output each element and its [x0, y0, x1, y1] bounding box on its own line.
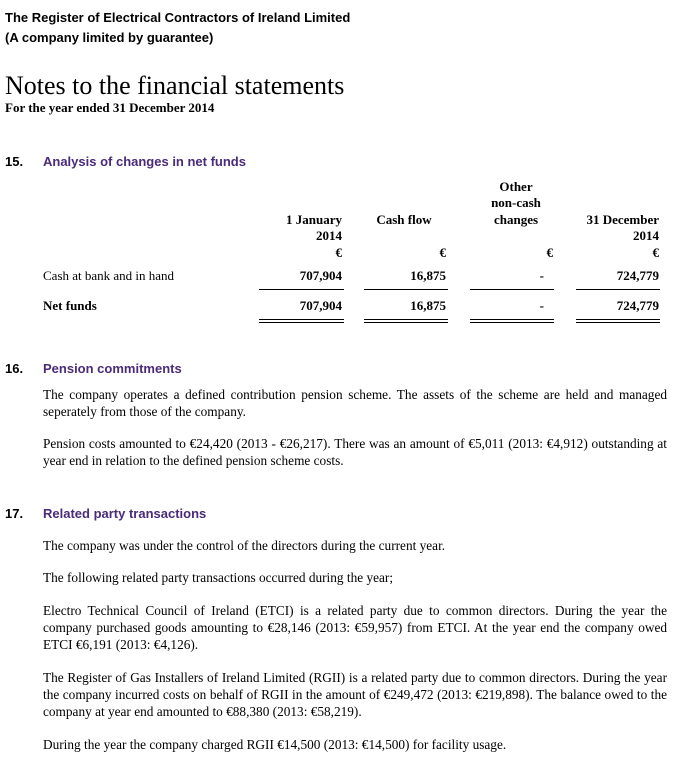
section-17-number: 17.	[5, 506, 24, 521]
row-netfunds-col1: 707,904	[299, 298, 342, 313]
pension-paragraph-2: Pension costs amounted to €24,420 (2013 - €26,217). There was an amount of €5,011 (2013: €4,912) outstanding at year end in relation to the defined pension scheme costs.	[43, 436, 667, 468]
col-1-currency: €	[335, 245, 342, 260]
section-15-title: Analysis of changes in net funds	[43, 154, 246, 169]
col-1-header-line1: 1 January	[286, 212, 342, 227]
rule-col4	[576, 289, 660, 290]
col-4-header-line1: 31 December	[586, 212, 659, 227]
rule-col2	[364, 289, 448, 290]
period-subtitle: For the year ended 31 December 2014	[5, 100, 215, 115]
double-rule-col3	[470, 319, 554, 323]
row-cash-col4: 724,779	[616, 268, 659, 283]
row-netfunds-col2: 16,875	[410, 298, 446, 313]
col-1-header-line2: 2014	[316, 228, 342, 243]
col-3-header-line0: Other	[499, 179, 533, 194]
rule-col3	[470, 289, 554, 290]
row-cash-col3: -	[539, 268, 544, 283]
col-2-currency: €	[439, 245, 446, 260]
section-17-title: Related party transactions	[43, 506, 207, 521]
section-16-number: 16.	[5, 361, 24, 376]
col-3-header-line2: changes	[493, 212, 539, 227]
section-16-title: Pension commitments	[43, 361, 182, 376]
pension-paragraph-1: The company operates a defined contribution pension scheme. The assets of the scheme are held and managed seperately from those of the company.	[43, 387, 667, 419]
double-rule-col1	[259, 319, 344, 323]
related-paragraph-1: The company was under the control of the directors during the current year.	[43, 538, 446, 553]
col-3-currency: €	[546, 245, 553, 260]
related-paragraph-etci: Electro Technical Council of Ireland (ETCI) is a related party due to common directors. During the year the company purchased goods amounting to €28,146 (2013: €59,957) from ETCI. At the year end the company owed ETCI €6,191 (2013: €4,126).	[43, 603, 667, 652]
col-3-header-line1: non-cash	[491, 195, 541, 210]
page-title: Notes to the financial statements	[5, 71, 345, 100]
row-netfunds-label: Net funds	[43, 298, 97, 313]
related-paragraph-facility: During the year the company charged RGII €14,500 (2013: €14,500) for facility usage.	[43, 737, 507, 752]
row-netfunds-col3: -	[539, 298, 544, 313]
double-rule-col2	[364, 319, 448, 323]
company-name: The Register of Electrical Contractors of Ireland Limited	[5, 10, 351, 25]
related-paragraph-rgii: The Register of Gas Installers of Ireland Limited (RGII) is a related party due to common directors. During the year the company incurred costs on behalf of RGII in the amount of €249,472 (2013: €219,898). The balance owed to the company at year end amounted to €88,380 (2013: €58,219).	[43, 670, 667, 719]
row-cash-col2: 16,875	[410, 268, 446, 283]
section-15-number: 15.	[5, 154, 24, 169]
col-4-currency: €	[652, 245, 659, 260]
related-paragraph-2: The following related party transactions occurred during the year;	[43, 570, 394, 585]
row-netfunds-col4: 724,779	[616, 298, 659, 313]
row-cash-label: Cash at bank and in hand	[43, 268, 175, 283]
company-type: (A company limited by guarantee)	[5, 30, 214, 45]
double-rule-col4	[576, 319, 660, 323]
row-cash-col1: 707,904	[299, 268, 342, 283]
col-2-header: Cash flow	[376, 212, 432, 227]
col-4-header-line2: 2014	[633, 228, 659, 243]
rule-col1	[259, 289, 344, 290]
